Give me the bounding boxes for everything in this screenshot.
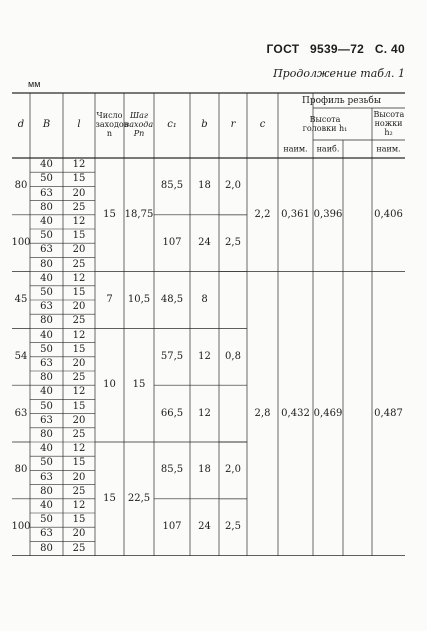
cell-b: 63 xyxy=(40,187,53,199)
cell-r: 2,0 xyxy=(225,464,241,476)
cell-b: 40 xyxy=(40,386,53,398)
cell-l: 20 xyxy=(72,244,86,256)
cell-b: 40 xyxy=(40,272,53,284)
cell-l: 20 xyxy=(72,301,86,313)
cell-h1-max: 0,396 xyxy=(313,208,343,220)
cell-b-width: 24 xyxy=(198,237,211,249)
cell-b: 63 xyxy=(40,528,53,540)
gost-label: ГОСТ xyxy=(266,42,300,56)
cell-b: 40 xyxy=(40,215,53,227)
cell-l: 15 xyxy=(72,514,86,526)
header-b-small: b xyxy=(201,119,208,130)
cell-l: 25 xyxy=(72,428,86,440)
unit-label: мм xyxy=(28,79,41,89)
cell-n: 15 xyxy=(103,208,116,220)
cell-d: 63 xyxy=(14,407,28,419)
cell-l: 20 xyxy=(72,187,86,199)
cell-b: 80 xyxy=(40,485,53,497)
page-number: С. 40 xyxy=(374,42,405,56)
cell-b: 63 xyxy=(40,471,53,483)
cell-c1: 48,5 xyxy=(160,294,184,305)
cell-pn: 15 xyxy=(132,379,146,391)
cell-b: 40 xyxy=(40,499,53,511)
header-d: d xyxy=(17,119,25,130)
header-number-of-starts: Число заходов n xyxy=(95,111,129,139)
cell-l: 25 xyxy=(72,201,86,213)
cell-l: 15 xyxy=(72,286,86,298)
cell-b: 80 xyxy=(40,315,53,327)
cell-b-width: 18 xyxy=(198,180,211,192)
cell-l: 25 xyxy=(72,315,86,327)
cell-b: 50 xyxy=(40,230,53,242)
cell-b: 80 xyxy=(40,542,53,554)
cell-b: 50 xyxy=(40,173,53,185)
cell-l: 15 xyxy=(72,230,86,242)
header-c: c xyxy=(259,119,266,130)
cell-b: 50 xyxy=(40,400,53,412)
cell-n: 10 xyxy=(103,379,116,391)
cell-l: 15 xyxy=(72,400,86,412)
cell-n: 15 xyxy=(103,492,116,504)
cell-l: 12 xyxy=(72,215,86,227)
cell-l: 20 xyxy=(72,357,86,369)
cell-r: 0,8 xyxy=(225,350,241,362)
cell-b: 40 xyxy=(40,159,53,171)
cell-b: 80 xyxy=(40,258,53,270)
cell-b: 50 xyxy=(40,286,53,298)
cell-r: 2,5 xyxy=(225,237,241,249)
cell-b-width: 12 xyxy=(198,350,211,362)
cell-b: 40 xyxy=(40,443,53,455)
cell-l: 12 xyxy=(72,386,86,398)
cell-l: 25 xyxy=(72,372,86,384)
header-thread-profile: Профиль резьбы xyxy=(301,95,382,106)
cell-l: 25 xyxy=(72,542,86,554)
header-b: B xyxy=(42,119,51,130)
cell-d: 100 xyxy=(11,237,31,249)
cell-c1: 66,5 xyxy=(160,407,184,419)
cell-h1-max: 0,469 xyxy=(313,407,343,419)
header-h1-max: наиб. xyxy=(316,144,340,154)
cell-l: 12 xyxy=(72,499,86,511)
cell-l: 20 xyxy=(72,528,86,540)
cell-l: 12 xyxy=(72,159,86,171)
cell-pn: 18,75 xyxy=(124,208,154,220)
cell-b: 40 xyxy=(40,329,53,341)
header-dedendum-height: Высота ножки h₂ xyxy=(373,110,405,138)
cell-d: 80 xyxy=(14,180,28,192)
cell-l: 20 xyxy=(72,414,86,426)
cell-l: 20 xyxy=(72,471,86,483)
cell-b: 80 xyxy=(40,428,53,440)
cell-r: 2,5 xyxy=(225,521,241,533)
cell-d: 80 xyxy=(14,464,28,476)
cell-l: 12 xyxy=(72,443,86,455)
cell-b: 63 xyxy=(40,357,53,369)
cell-h2-min: 0,487 xyxy=(374,407,403,419)
cell-h1-min: 0,432 xyxy=(281,407,310,419)
cell-c: 2,8 xyxy=(254,407,271,419)
cell-l: 15 xyxy=(72,343,86,355)
header-c1: c₁ xyxy=(167,119,177,130)
header-lead: Шаг захода Pn xyxy=(124,111,154,139)
cell-b: 63 xyxy=(40,244,53,256)
cell-l: 15 xyxy=(72,173,86,185)
cell-b: 80 xyxy=(40,372,53,384)
cell-c1: 107 xyxy=(162,237,182,249)
table-continuation-caption: Продолжение табл. 1 xyxy=(273,67,405,80)
cell-b-width: 8 xyxy=(201,294,208,305)
cell-pn: 10,5 xyxy=(127,294,151,305)
header-r: r xyxy=(230,119,236,130)
cell-d: 100 xyxy=(11,521,31,533)
header-addendum-height: Высота головки h₁ xyxy=(302,114,348,133)
cell-b-width: 12 xyxy=(198,407,211,419)
cell-c1: 107 xyxy=(162,521,182,533)
cell-c1: 85,5 xyxy=(160,180,184,192)
cell-r: 2,0 xyxy=(225,180,241,192)
cell-h2-min: 0,406 xyxy=(374,208,403,220)
cell-b: 63 xyxy=(40,414,53,426)
cell-l: 25 xyxy=(72,485,86,497)
cell-b: 63 xyxy=(40,301,53,313)
cell-l: 25 xyxy=(72,258,86,270)
cell-l: 12 xyxy=(72,272,86,284)
cell-h1-min: 0,361 xyxy=(281,208,310,220)
cell-n: 7 xyxy=(106,294,113,305)
cell-b: 50 xyxy=(40,457,53,469)
header-h1-min: наим. xyxy=(283,144,308,154)
cell-pn: 22,5 xyxy=(127,492,151,504)
cell-b: 80 xyxy=(40,201,53,213)
gost-number: 9539—72 xyxy=(310,42,365,56)
header-l: l xyxy=(77,119,81,130)
cell-b-width: 18 xyxy=(198,464,211,476)
cell-b: 50 xyxy=(40,514,53,526)
cell-d: 54 xyxy=(14,350,28,362)
cell-l: 15 xyxy=(72,457,86,469)
cell-b-width: 24 xyxy=(198,521,211,533)
cell-l: 12 xyxy=(72,329,86,341)
header-h2-min: наим. xyxy=(376,144,401,154)
cell-c1: 85,5 xyxy=(160,464,184,476)
cell-c: 2,2 xyxy=(254,208,271,220)
cell-b: 50 xyxy=(40,343,53,355)
cell-d: 45 xyxy=(14,294,28,305)
cell-c1: 57,5 xyxy=(160,350,184,362)
